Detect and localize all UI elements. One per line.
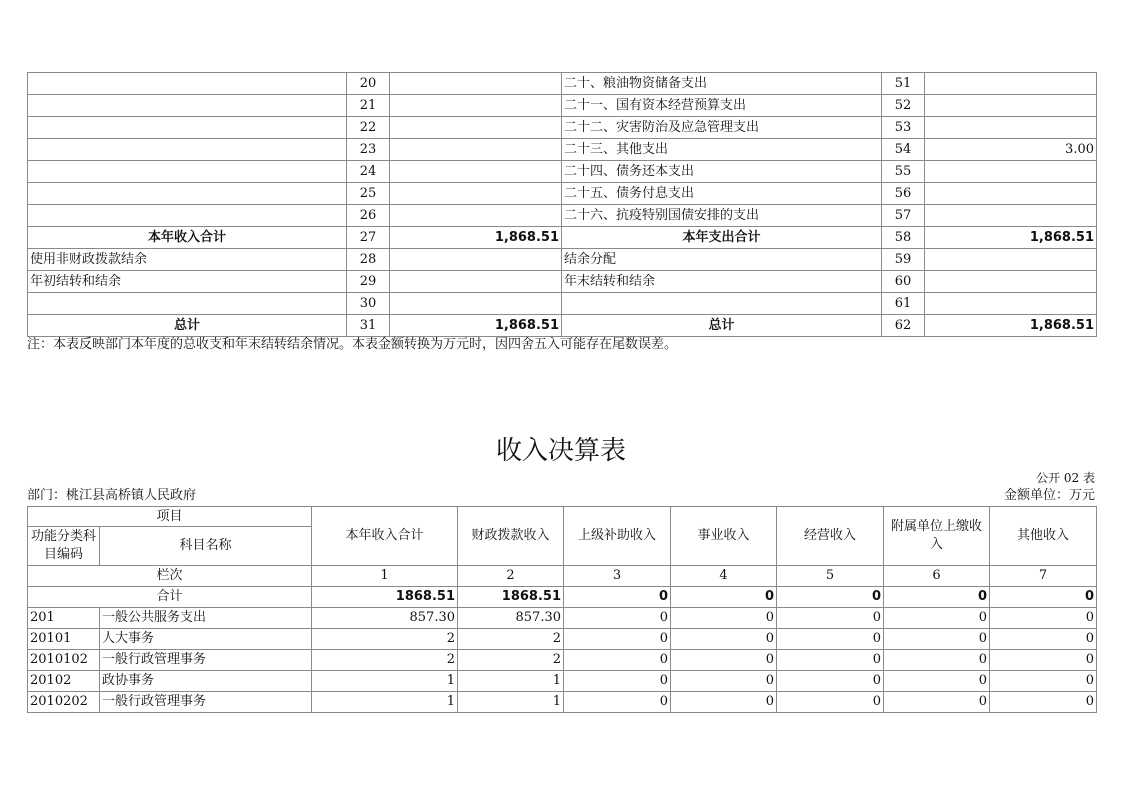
department-label: 部门：桃江县高桥镇人民政府 (27, 488, 197, 503)
page-title: 收入决算表 (495, 436, 626, 466)
total-label: 合计 (28, 587, 312, 608)
right-item-cell: 二十五、债务付息支出 (562, 183, 882, 205)
left-item-cell: 本年收入合计 (28, 227, 347, 249)
col-header: 附属单位上缴收入 (884, 507, 990, 566)
lanci-label: 栏次 (28, 566, 312, 587)
left-item-cell (28, 117, 347, 139)
table-row (28, 139, 1097, 161)
left-amount-cell (390, 205, 562, 227)
amount-cell: 0 (990, 608, 1097, 629)
col-header: 本年收入合计 (312, 507, 458, 566)
left-line-number: 29 (347, 271, 390, 293)
left-item-cell (28, 95, 347, 117)
right-amount-cell (925, 249, 1097, 271)
left-item-cell: 总计 (28, 315, 347, 337)
table-row (28, 629, 1097, 650)
amount-cell: 0 (777, 671, 884, 692)
right-amount-cell: 1,868.51 (925, 227, 1097, 249)
left-line-number: 22 (347, 117, 390, 139)
subject-code: 2010202 (28, 692, 100, 713)
total-value: 0 (884, 587, 990, 608)
right-amount-cell (925, 183, 1097, 205)
subject-code: 201 (28, 608, 100, 629)
total-value: 0 (671, 587, 777, 608)
left-item-cell: 使用非财政拨款结余 (28, 249, 347, 271)
amount-cell: 0 (884, 692, 990, 713)
table-row (28, 205, 1097, 227)
subject-name-header: 科目名称 (100, 527, 312, 566)
right-item-cell: 二十四、债务还本支出 (562, 161, 882, 183)
subject-name: 一般行政管理事务 (100, 650, 312, 671)
amount-cell: 0 (884, 671, 990, 692)
right-line-number: 56 (882, 183, 925, 205)
table-row (28, 608, 1097, 629)
left-line-number: 26 (347, 205, 390, 227)
right-item-cell: 二十二、灾害防治及应急管理支出 (562, 117, 882, 139)
left-amount-cell: 1,868.51 (390, 315, 562, 337)
left-line-number: 27 (347, 227, 390, 249)
amount-cell: 2 (458, 629, 564, 650)
col-number: 2 (458, 566, 564, 587)
right-line-number: 53 (882, 117, 925, 139)
amount-cell: 0 (990, 671, 1097, 692)
right-amount-cell (925, 117, 1097, 139)
left-line-number: 30 (347, 293, 390, 315)
right-line-number: 61 (882, 293, 925, 315)
amount-cell: 2 (312, 629, 458, 650)
left-line-number: 20 (347, 73, 390, 95)
amount-cell: 0 (777, 629, 884, 650)
amount-cell: 0 (564, 692, 671, 713)
right-item-cell: 结余分配 (562, 249, 882, 271)
func-code-header: 功能分类科目编码 (28, 527, 100, 566)
col-number: 5 (777, 566, 884, 587)
total-value: 0 (777, 587, 884, 608)
amount-cell: 0 (671, 650, 777, 671)
table-row (28, 249, 1097, 271)
col-header: 经营收入 (777, 507, 884, 566)
right-item-cell (562, 293, 882, 315)
table-row (28, 161, 1097, 183)
amount-cell: 0 (777, 608, 884, 629)
right-line-number: 59 (882, 249, 925, 271)
table-row (28, 315, 1097, 337)
left-amount-cell (390, 249, 562, 271)
summary-table-continued (27, 72, 1097, 337)
right-line-number: 58 (882, 227, 925, 249)
left-amount-cell (390, 271, 562, 293)
left-line-number: 25 (347, 183, 390, 205)
subject-name: 政协事务 (100, 671, 312, 692)
right-amount-cell: 3.00 (925, 139, 1097, 161)
amount-cell: 0 (671, 629, 777, 650)
col-header: 事业收入 (671, 507, 777, 566)
amount-cell: 1 (312, 671, 458, 692)
amount-cell: 0 (884, 608, 990, 629)
subject-code: 20101 (28, 629, 100, 650)
amount-cell: 0 (777, 692, 884, 713)
left-amount-cell: 1,868.51 (390, 227, 562, 249)
right-amount-cell (925, 73, 1097, 95)
table-row (28, 183, 1097, 205)
table-row (28, 271, 1097, 293)
table-row (28, 671, 1097, 692)
right-line-number: 60 (882, 271, 925, 293)
col-header: 财政拨款收入 (458, 507, 564, 566)
left-item-cell (28, 73, 347, 95)
amount-cell: 0 (777, 650, 884, 671)
amount-cell: 0 (564, 671, 671, 692)
subject-name: 一般公共服务支出 (100, 608, 312, 629)
right-amount-cell (925, 161, 1097, 183)
table-row (28, 692, 1097, 713)
subject-code: 2010102 (28, 650, 100, 671)
table-row (28, 117, 1097, 139)
amount-cell: 0 (884, 629, 990, 650)
right-line-number: 54 (882, 139, 925, 161)
table-row (28, 95, 1097, 117)
left-item-cell (28, 205, 347, 227)
right-line-number: 55 (882, 161, 925, 183)
left-item-cell (28, 293, 347, 315)
amount-cell: 0 (671, 671, 777, 692)
amount-cell: 0 (564, 608, 671, 629)
col-number: 7 (990, 566, 1097, 587)
right-item-cell: 二十三、其他支出 (562, 139, 882, 161)
lanci-row (28, 566, 1097, 587)
left-line-number: 28 (347, 249, 390, 271)
right-item-cell: 二十六、抗疫特别国债安排的支出 (562, 205, 882, 227)
project-header: 项目 (28, 507, 312, 527)
amount-cell: 0 (884, 650, 990, 671)
total-value: 1868.51 (312, 587, 458, 608)
left-amount-cell (390, 73, 562, 95)
header-row-1 (28, 507, 1097, 527)
left-amount-cell (390, 183, 562, 205)
table-row (28, 650, 1097, 671)
right-line-number: 51 (882, 73, 925, 95)
left-amount-cell (390, 95, 562, 117)
right-amount-cell (925, 271, 1097, 293)
col-header: 其他收入 (990, 507, 1097, 566)
total-value: 0 (564, 587, 671, 608)
amount-cell: 0 (564, 650, 671, 671)
col-number: 6 (884, 566, 990, 587)
col-number: 4 (671, 566, 777, 587)
amount-unit-label: 金额单位：万元 (1003, 488, 1095, 503)
amount-cell: 0 (564, 629, 671, 650)
left-amount-cell (390, 117, 562, 139)
total-value: 1868.51 (458, 587, 564, 608)
total-row (28, 587, 1097, 608)
right-amount-cell (925, 205, 1097, 227)
right-item-cell: 二十、粮油物资储备支出 (562, 73, 882, 95)
subject-code: 20102 (28, 671, 100, 692)
table-note: 注：本表反映部门本年度的总收支和年末结转结余情况。本表金额转换为万元时，因四舍五入可能存在尾数误差。 (27, 337, 678, 352)
right-item-cell: 本年支出合计 (562, 227, 882, 249)
table-row (28, 227, 1097, 249)
left-item-cell (28, 183, 347, 205)
right-item-cell: 二十一、国有资本经营预算支出 (562, 95, 882, 117)
col-number: 1 (312, 566, 458, 587)
amount-cell: 0 (671, 692, 777, 713)
total-value: 0 (990, 587, 1097, 608)
left-line-number: 24 (347, 161, 390, 183)
form-code: 公开 02 表 (1036, 471, 1095, 485)
left-amount-cell (390, 139, 562, 161)
left-item-cell (28, 139, 347, 161)
amount-cell: 1 (458, 692, 564, 713)
left-line-number: 31 (347, 315, 390, 337)
right-item-cell: 总计 (562, 315, 882, 337)
amount-cell: 0 (990, 629, 1097, 650)
subject-name: 一般行政管理事务 (100, 692, 312, 713)
amount-cell: 0 (990, 650, 1097, 671)
amount-cell: 857.30 (458, 608, 564, 629)
right-line-number: 57 (882, 205, 925, 227)
left-item-cell (28, 161, 347, 183)
col-header: 上级补助收入 (564, 507, 671, 566)
right-line-number: 62 (882, 315, 925, 337)
amount-cell: 2 (312, 650, 458, 671)
right-amount-cell: 1,868.51 (925, 315, 1097, 337)
income-table (27, 506, 1097, 713)
col-number: 3 (564, 566, 671, 587)
table-row (28, 73, 1097, 95)
right-amount-cell (925, 95, 1097, 117)
left-item-cell: 年初结转和结余 (28, 271, 347, 293)
right-line-number: 52 (882, 95, 925, 117)
left-amount-cell (390, 161, 562, 183)
amount-cell: 1 (312, 692, 458, 713)
left-amount-cell (390, 293, 562, 315)
amount-cell: 2 (458, 650, 564, 671)
subject-name: 人大事务 (100, 629, 312, 650)
left-line-number: 23 (347, 139, 390, 161)
amount-cell: 1 (458, 671, 564, 692)
amount-cell: 0 (990, 692, 1097, 713)
table-row (28, 293, 1097, 315)
amount-cell: 857.30 (312, 608, 458, 629)
right-amount-cell (925, 293, 1097, 315)
left-line-number: 21 (347, 95, 390, 117)
right-item-cell: 年末结转和结余 (562, 271, 882, 293)
amount-cell: 0 (671, 608, 777, 629)
